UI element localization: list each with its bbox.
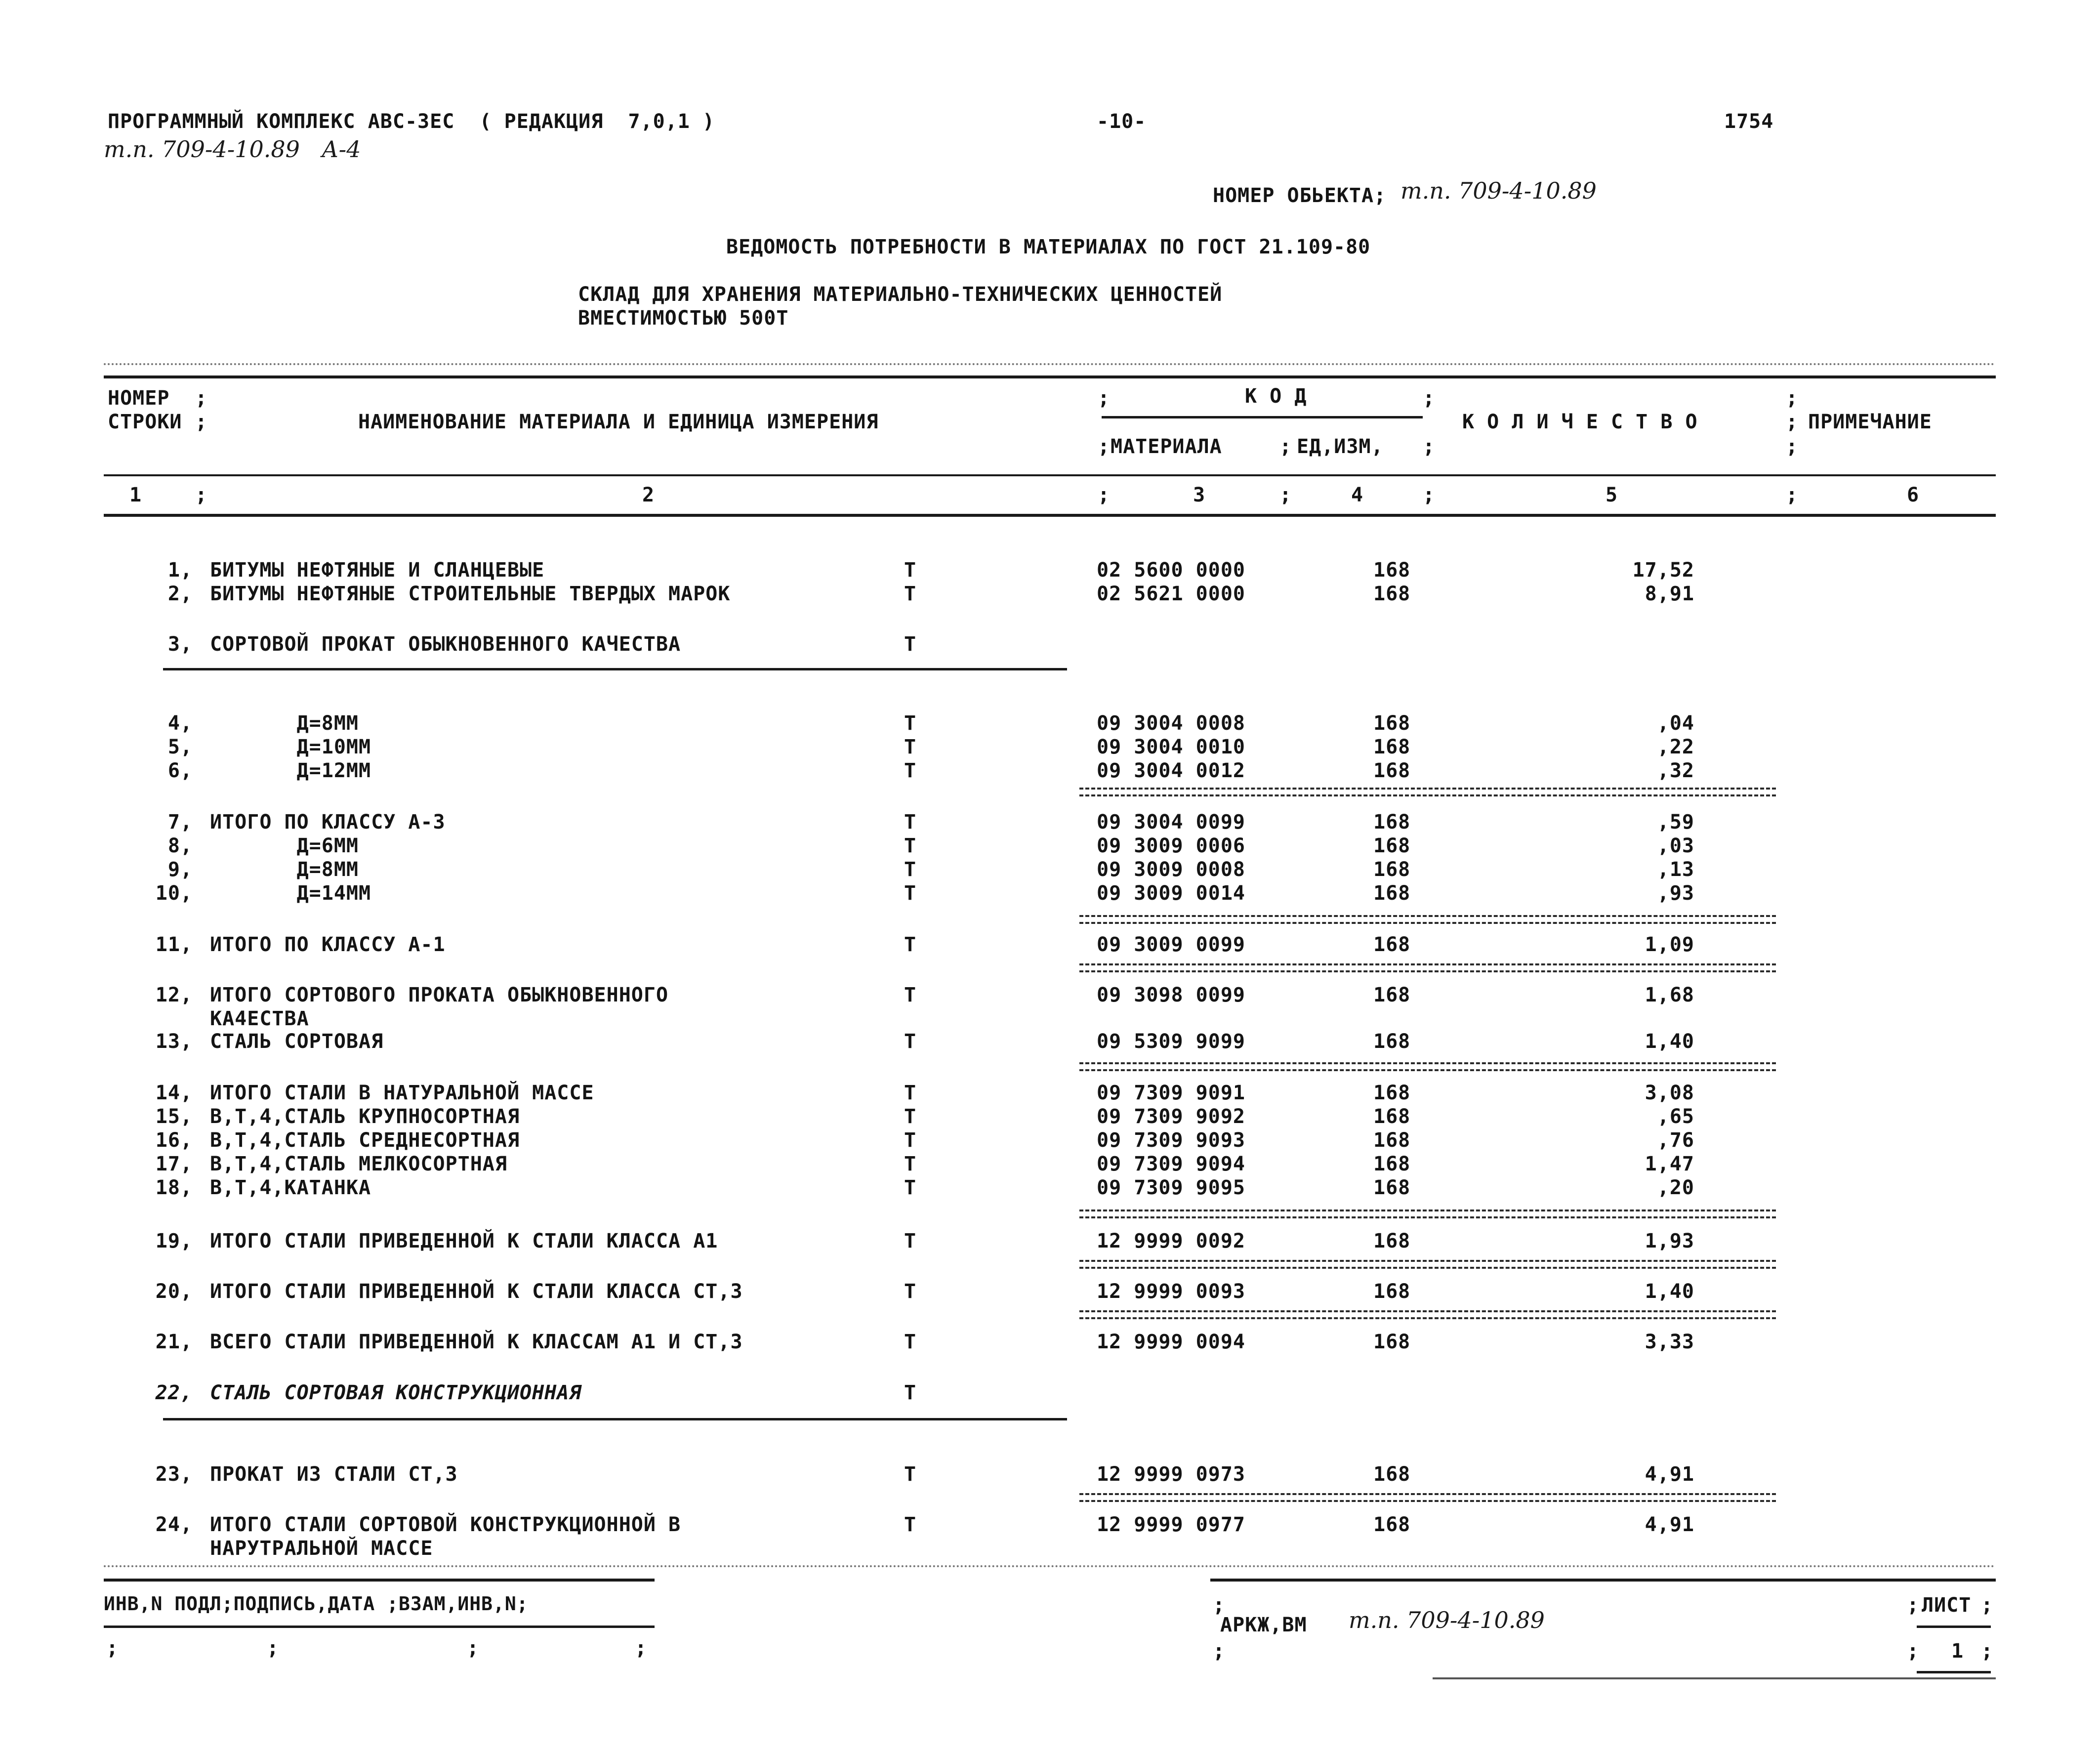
stamp-separator: ;	[1981, 1640, 1993, 1663]
stamp-separator: ;	[1213, 1640, 1225, 1663]
col-separator: ;	[1279, 435, 1292, 458]
table-row: 22, СТАЛЬ СОРТОВАЯ КОНСТРУКЦИОННАЯ Т	[155, 1381, 917, 1404]
document-title: ВЕДОМОСТЬ ПОТРЕБНОСТИ В МАТЕРИАЛАХ ПО ГОСТ 21.109-80	[726, 236, 1371, 258]
page-marker: -10-	[1097, 110, 1147, 133]
dotted-rule	[104, 363, 1996, 365]
table-row: 5, Д=10ММ Т 09 3004 0010 168 ,22	[167, 736, 1694, 758]
col-note-label: ПРИМЕЧАНИЕ	[1808, 411, 1932, 433]
table-row: 4, Д=8ММ Т 09 3004 0008 168 ,04	[167, 712, 1694, 735]
stamp-bottom-rule	[1433, 1677, 1996, 1679]
col-num-label-2: СТРОКИ	[108, 411, 182, 433]
table-row: 21, ВСЕГО СТАЛИ ПРИВЕДЕННОЙ К КЛАССАМ А1 И СТ,3 Т 12 9999 0094 168 3,33	[155, 1331, 1694, 1353]
table-row: 17, В,Т,4,СТАЛЬ МЕЛКОСОРТНАЯ Т 09 7309 9094 168 1,47	[155, 1153, 1694, 1175]
stamp-separator: ;	[267, 1637, 279, 1660]
col-separator: ;	[1423, 387, 1435, 410]
col-index-2: 2	[642, 484, 655, 506]
stamp-top-rule	[104, 1579, 655, 1582]
col-separator: ;	[1098, 435, 1110, 458]
subtotal-rule	[1079, 963, 1776, 972]
col-num-label-1: НОМЕР	[108, 387, 170, 410]
subtotal-rule	[1079, 1310, 1776, 1319]
stamp-separator: ;	[1907, 1594, 1919, 1617]
col-separator: ;	[1098, 484, 1110, 506]
table-row: 8, Д=6ММ Т 09 3009 0006 168 ,03	[167, 834, 1694, 857]
sheet-value: 1	[1951, 1640, 1964, 1663]
table-row: 14, ИТОГО СТАЛИ В НАТУРАЛЬНОЙ МАССЕ Т 09 7309 9091 168 3,08	[155, 1082, 1694, 1104]
table-row: 23, ПРОКАТ ИЗ СТАЛИ СТ,3 Т 12 9999 0973 168 4,91	[155, 1463, 1694, 1486]
table-row: 9, Д=8ММ Т 09 3009 0008 168 ,13	[167, 858, 1694, 881]
table-row: 16, В,Т,4,СТАЛЬ СРЕДНЕСОРТНАЯ Т 09 7309 9093 168 ,76	[155, 1129, 1694, 1152]
subtotal-rule	[1079, 1260, 1776, 1269]
sheet-mid-rule	[1917, 1626, 1991, 1628]
col-separator: ;	[1423, 484, 1435, 506]
col-separator: ;	[195, 387, 207, 410]
col-name-label: НАИМЕНОВАНИЕ МАТЕРИАЛА И ЕДИНИЦА ИЗМЕРЕНИЯ	[358, 411, 879, 433]
col-separator: ;	[1423, 435, 1435, 458]
table-row: 24, ИТОГО СТАЛИ СОРТОВОЙ КОНСТРУКЦИОННОЙ В НАРУТРАЛЬНОЙ МАССЕ Т 12 9999 0977 168 4,91	[155, 1513, 1694, 1560]
col-material-label: МАТЕРИАЛА	[1111, 435, 1222, 458]
program-header: ПРОГРАММНЫЙ КОМПЛЕКС АВС-3ЕС ( РЕДАКЦИЯ 7,0,1 )	[108, 110, 715, 133]
table-row: 1, БИТУМЫ НЕФТЯНЫЕ И СЛАНЦЕВЫЕ Т 02 5600 0000 168 17,52	[167, 559, 1694, 582]
table-top-rule	[104, 375, 1996, 378]
col-separator: ;	[1098, 387, 1110, 410]
table-row: 7, ИТОГО ПО КЛАССУ А-3 Т 09 3004 0099 168 ,59	[167, 811, 1694, 834]
col-index-1: 1	[129, 484, 142, 506]
col-quantity-label: К О Л И Ч Е С Т В О	[1462, 411, 1698, 433]
section-underline	[163, 668, 1067, 670]
stamp-top-rule-right	[1210, 1579, 1996, 1582]
document-subtitle-line1: СКЛАД ДЛЯ ХРАНЕНИЯ МАТЕРИАЛЬНО-ТЕХНИЧЕСКИХ ЦЕННОСТЕЙ	[578, 283, 1223, 306]
table-row: 20, ИТОГО СТАЛИ ПРИВЕДЕННОЙ К СТАЛИ КЛАССА СТ,3 Т 12 9999 0093 168 1,40	[155, 1280, 1694, 1303]
stamp-separator: ;	[1981, 1594, 1993, 1617]
doc-code: т.п. 709-4-10.89	[1349, 1607, 1545, 1633]
stamp-mid-rule	[104, 1626, 655, 1628]
col-separator: ;	[1786, 411, 1798, 433]
table-row: 2, БИТУМЫ НЕФТЯНЫЕ СТРОИТЕЛЬНЫЕ ТВЕРДЫХ МАРОК Т 02 5621 0000 168 8,91	[167, 583, 1694, 605]
sheet-number: 1754	[1724, 110, 1774, 133]
table-row: 15, В,Т,4,СТАЛЬ КРУПНОСОРТНАЯ Т 09 7309 9092 168 ,65	[155, 1105, 1694, 1128]
object-value: т.п. 709-4-10.89	[1400, 177, 1597, 204]
col-separator: ;	[1786, 484, 1798, 506]
table-row: 6, Д=12ММ Т 09 3004 0012 168 ,32	[167, 759, 1694, 782]
document-subtitle-line2: ВМЕСТИМОСТЬЮ 500Т	[578, 307, 789, 330]
subtotal-rule	[1079, 1062, 1776, 1071]
header-bottom-rule	[104, 514, 1996, 517]
dotted-rule	[104, 1565, 1996, 1567]
stamp-separator: ;	[467, 1637, 479, 1660]
table-row: 3, СОРТОВОЙ ПРОКАТ ОБЫКНОВЕННОГО КАЧЕСТВА Т	[167, 633, 917, 656]
stamp-separator: ;	[106, 1637, 119, 1660]
table-row: 18, В,Т,4,КАТАНКА Т 09 7309 9095 168 ,20	[155, 1176, 1694, 1199]
col-code-label: К О Д	[1245, 385, 1307, 408]
table-row: 10, Д=14ММ Т 09 3009 0014 168 ,93	[155, 882, 1694, 905]
sheet-bottom-rule	[1917, 1671, 1991, 1673]
code-subrule	[1102, 416, 1423, 418]
col-index-5: 5	[1606, 484, 1618, 506]
table-row: 11, ИТОГО ПО КЛАССУ А-1 Т 09 3009 0099 168 1,09	[155, 933, 1694, 956]
sheet-label: ЛИСТ	[1922, 1594, 1972, 1617]
subtotal-rule	[1079, 915, 1776, 924]
col-separator: ;	[195, 411, 207, 433]
col-separator: ;	[1786, 435, 1798, 458]
col-index-6: 6	[1907, 484, 1920, 506]
col-separator: ;	[1279, 484, 1292, 506]
table-row: 12, ИТОГО СОРТОВОГО ПРОКАТА ОБЫКНОВЕННОГО КА4ЕСТВА Т 09 3098 0099 168 1,68	[155, 984, 1694, 1030]
stamp-header: ИНВ,N ПОДЛ;ПОДПИСЬ,ДАТА ;ВЗАМ,ИНВ,N;	[104, 1593, 529, 1615]
stamp-separator: ;	[1907, 1640, 1919, 1663]
header-divider	[104, 474, 1996, 476]
stamp-separator: ;	[635, 1637, 647, 1660]
table-row: 19, ИТОГО СТАЛИ ПРИВЕДЕННОЙ К СТАЛИ КЛАССА А1 Т 12 9999 0092 168 1,93	[155, 1230, 1694, 1252]
doc-label: АРКЖ,ВМ	[1220, 1614, 1307, 1636]
table-row: 13, СТАЛЬ СОРТОВАЯ Т 09 5309 9099 168 1,40	[155, 1030, 1694, 1053]
col-index-3: 3	[1193, 484, 1206, 506]
col-unit-label: ЕД,ИЗМ,	[1297, 435, 1384, 458]
col-separator: ;	[195, 484, 207, 506]
subtotal-rule	[1079, 788, 1776, 796]
stamp-separator: ;	[1213, 1594, 1225, 1617]
handwritten-project-code: т.п. 709-4-10.89 А-4	[104, 136, 361, 163]
section-underline	[163, 1418, 1067, 1420]
col-separator: ;	[1786, 387, 1798, 410]
object-label: НОМЕР ОБЬЕКТА;	[1213, 184, 1387, 207]
subtotal-rule	[1079, 1493, 1776, 1502]
subtotal-rule	[1079, 1209, 1776, 1218]
col-index-4: 4	[1351, 484, 1364, 506]
